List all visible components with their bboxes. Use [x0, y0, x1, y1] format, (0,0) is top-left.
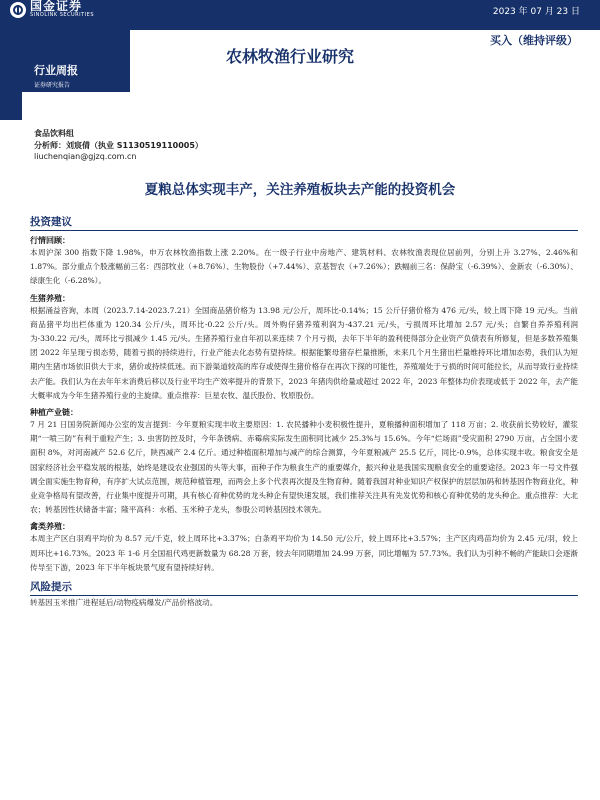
- header-left-shade: [0, 92, 22, 120]
- analyst-name: 分析师：刘宸倩（执业 S1130519110005）: [34, 140, 203, 150]
- logo-icon: [10, 2, 26, 18]
- report-header: [0, 0, 600, 120]
- risk-heading: 风险提示: [30, 579, 578, 596]
- investment-section: [30, 214, 578, 610]
- sinolink-logo: [10, 0, 94, 18]
- risk-text: 转基因玉米推广进程延后/动物疫病爆发/产品价格波动。: [30, 598, 218, 608]
- logo-en: SINOLINK SECURITIES: [30, 12, 94, 18]
- analyst-email[interactable]: liuchenqian@gjzq.com.cn: [34, 152, 137, 161]
- report-industry-title: 农林牧渔行业研究: [226, 47, 355, 66]
- report-subtype: 证券研究报告: [34, 82, 71, 89]
- market-review-text: 本周沪深 300 指数下降 1.98%，申万农林牧渔指数上涨 2.20%。在一级子行业中房地产、建筑材料、农林牧渔表现位居前列，分别上升 3.27%、2.46%和 1.87%。部分重点个股涨幅前三名：西部牧业（+8.76%）、生物股份（+7.44%）、京基智农（+7.26%）；跌幅前三名：保龄宝（-6.39%）、金新农（-6.30%）、绿康生化（-6.28%）。: [30, 248, 578, 286]
- seed-text: 7 月 21 日国务院新闻办公室的发言提到：今年夏粮实现丰收主要原因：1. 农民播种小麦积极性提升，夏粮播种面积增加了 118 万亩；2. 收获前长势较好，灌浆期“一喷三防”有利于重粒产生；3. 虫害防控及时，今年条锈病、赤霉病实际发生面积同比减少 25.3%与 15.6%。今年“烂场雨”受灾面积 2790 万亩，占全国小麦面积 8%，对河南减产 52.6 亿斤，陕西减产 2.4 亿斤。通过种植面积增加与减产的综合测算，今年夏粮减产 25.5 亿斤，同比-0.9%，总体实现丰收。粮食安全是国家经济社会平稳发展的根基，始终是建设农业强国的头等大事，而种子作为粮食生产的重要媒介，振兴种业是我国实现粮食安全的重要途径。2023 年一号文件强调全面实施生物育种，有序扩大试点范围，规范种植管理，而两会上多个代表再次提及生物育种。随着我国对种业知识产权保护的层层加码和转基因作物商业化，种业竞争格局有望改善，行业集中度提升可期，具有核心育种优势的龙头种企有望快速发展，我们推荐关注具有先发优势和核心育种优势的龙头种企。重点推荐：大北农；转基因性状储备丰富；隆平高科：水稻、玉米种子龙头，参股公司转基因技术领先。: [30, 420, 578, 515]
- analyst-info: [34, 128, 203, 163]
- sector-label: 食品饮料组: [34, 129, 74, 138]
- poultry-heading: 禽类养殖：: [30, 522, 70, 532]
- investment-heading: 投资建议: [30, 214, 578, 231]
- page-title: 夏粮总体实现丰产，关注养殖板块去产能的投资机会: [144, 182, 456, 198]
- poultry-text: 本周主产区白羽鸡平均价为 8.57 元/千克，较上周环比+3.37%；白条鸡平均价为 14.50 元/公斤，较上周环比+3.57%；主产区肉鸡苗均价为 2.45 元/羽，较上周环比+16.73%。2023 年 1-6 月全国祖代鸡更新数量为 68.28 万套，较去年同期增加 24.99 万套，同比增幅为 57.73%。我们认为引种不畅的产能缺口会逐渐传导至下游，2023 年下半年板块景气度有望持续好转。: [30, 534, 578, 572]
- seed-heading: 种植产业链：: [30, 408, 78, 418]
- hog-heading: 生猪养殖：: [30, 293, 70, 303]
- market-review-heading: 行情回顾：: [30, 236, 70, 245]
- report-date: 2023 年 07 月 23 日: [492, 7, 580, 17]
- hog-text: 根据涌益咨询，本周（2023.7.14-2023.7.21）全国商品猪价格为 13.98 元/公斤，周环比-0.14%；15 公斤仔猪价格为 476 元/头，较上周下降 19 元/头。当前商品猪平均出栏体重为 120.34 公斤/头，周环比-0.22 公斤/头。周外购仔猪养殖利润为-437.21 元/头，亏损周环比增加 2.57 元/头；自繁自养养殖利润为-330.22 元/头，周环比亏损减少 1.45 元/头。生猪养殖行业自年初以来连续 7 个月亏损，去年下半年的盈利使得部分企业资产负债表有所修复，但是多数养殖集团 2022 年呈现亏损态势，随着亏损的持续进行，行业产能去化态势有望持续。根据能繁母猪存栏量推断，未来几个月生猪出栏量维持环比增加态势，我们认为短期内生猪市场依旧供大于求，猪价或持续低迷。而下游渠道较高的库存或使得生猪价格存在再次下探的可能性，养殖端处于亏损的时间可能拉长，从而导致行业持续去产能。我们认为在去年年末消费后移以及行业平均生产效率提升的背景下，2023 年猪肉供给量或超过 2022 年，2023 年整体均价表现或低于 2022 年，去产能大概率成为今年生猪养殖行业的主旋律。重点推荐：巨星农牧、温氏股份、牧原股份。: [30, 305, 578, 400]
- rating-badge: 买入（维持评级）: [490, 34, 578, 47]
- logo-cn: 国金证券: [30, 0, 83, 13]
- report-type: 行业周报: [34, 64, 78, 77]
